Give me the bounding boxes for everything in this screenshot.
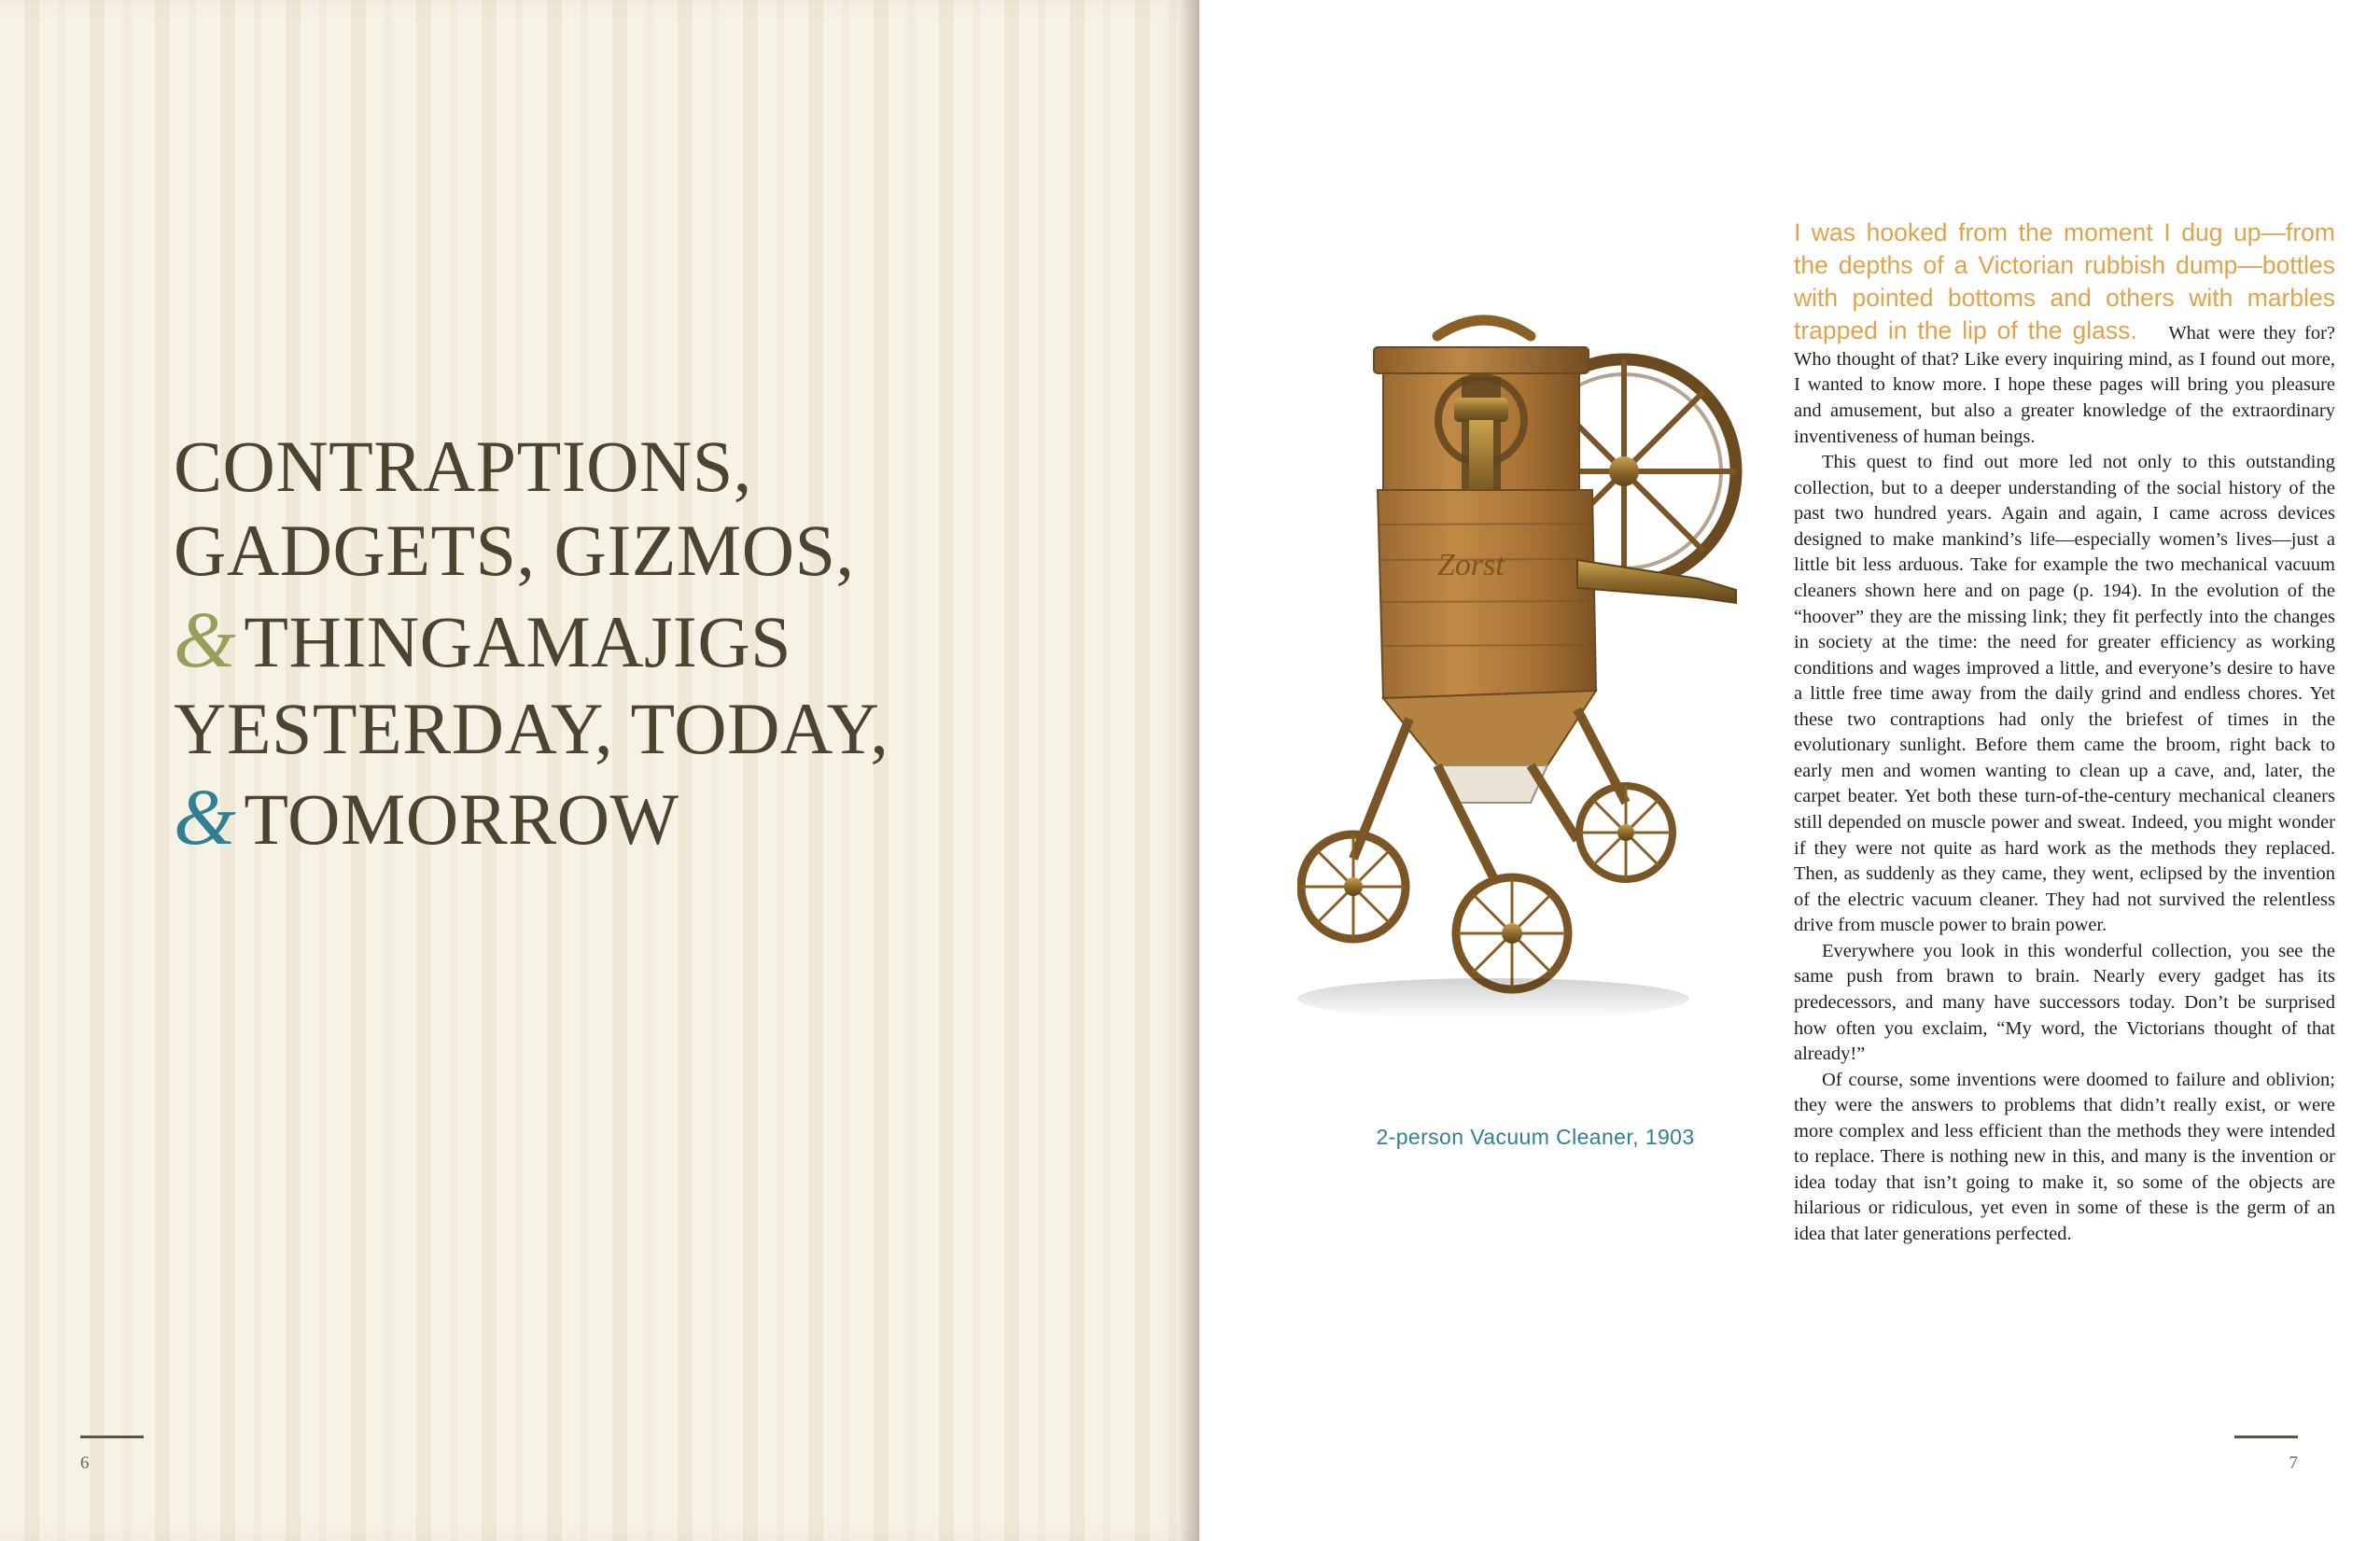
title-text-5: TOMORROW — [244, 778, 679, 861]
lede-text: I was hooked from the moment I dug up—from the depths of a Victorian rubbish dump—bottles with pointed bottoms and others with marbles trapped in the lip of the glass. — [1794, 218, 2335, 344]
folio-rule-right — [2234, 1436, 2298, 1438]
title-text-4: YESTERDAY, TODAY, — [174, 687, 889, 769]
title-line-5 — [174, 771, 1126, 864]
page-number-left: 6 — [80, 1453, 90, 1473]
folio-right — [2158, 1436, 2298, 1474]
two-person-vacuum-cleaner-illustration — [1297, 280, 1801, 1073]
body-paragraph-2: This quest to find out more led not only to this outstanding collection, but to a deeper understanding of the social history of the past two hundred years. Again and again, I came across devices designed to make mankind’s life—especially women’s lives—just a little bit less arduous. Take for example the two mechanical vacuum cleaners shown here and on page (p. 194). In the evolution of the “hoover” they are the missing link; they fit perfectly into the changes in society at the time: the need for greater efficiency as working conditions and wages improved a little, and everyone’s desire to have a little free time away from the daily grind and endless chores. Yet these two contraptions had only the briefest of times in the evolutionary sunlight. Before them came the broom, right back to early men and women wanting to clean up a cave, and, later, the carpet beater. Yet both these turn-of-the-century mechanical cleaners still depended on muscle power and sweat. Indeed, you might wonder if they were not quite as hard work as the methods they replaced. Then, as suddenly as they came, they went, eclipsed by the invention of the electric vacuum cleaner. They had not survived the relentless drive from muscle power to brain power. — [1794, 452, 2335, 936]
title-line-1 — [174, 425, 1126, 509]
body-paragraph-4: Of course, some inventions were doomed to failure and oblivion; they were the answers to problems that didn’t really exist, or were more complex and less efficient than the methods they were intended to replace. There is nothing new in this, and many is the invention or idea today that isn’t going to make it, so some of the objects are hilarious or ridiculous, yet even in some of these is the germ of an idea that later generations perfected. — [1794, 1069, 2335, 1244]
ampersand-blue: & — [174, 772, 237, 862]
title-text-2: GADGETS, GIZMOS, — [174, 510, 855, 592]
svg-text:Zorst: Zorst — [1437, 548, 1505, 582]
body-column — [1794, 217, 2335, 1248]
folio-left — [80, 1436, 220, 1474]
title-line-4 — [174, 687, 1126, 771]
title-line-3 — [174, 594, 1126, 687]
body-paragraph-3: Everywhere you look in this wonderful collection, you see the same push from brawn to brain. Nearly every gadget has its predecessors, and many have successors today. Don’t be surprised how often you exclaim, “My word, the Victorians thought of that already!” — [1794, 940, 2335, 1065]
page-number-right: 7 — [2289, 1453, 2298, 1473]
page-title — [174, 425, 1126, 864]
title-text-1: CONTRAPTIONS, — [174, 426, 752, 507]
intro-paragraph-block — [1794, 217, 2335, 450]
right-page — [1199, 0, 2380, 1541]
title-line-2 — [174, 509, 1126, 593]
folio-rule-left — [80, 1436, 144, 1438]
vacuum-cleaner-figure — [1297, 280, 1801, 1073]
title-text-3: THINGAMAJIGS — [244, 600, 792, 682]
figure-caption: 2-person Vacuum Cleaner, 1903 — [1376, 1125, 1695, 1149]
ampersand-green: & — [174, 594, 237, 684]
body-paragraph-1: What were they for? Who thought of that? Like every inquiring mind, as I found out more, I wanted to know more. I hope these pages will bring you pleasure and amusement, but also a greater knowledge of the extraordinary inventiveness of human beings. — [1794, 322, 2335, 447]
